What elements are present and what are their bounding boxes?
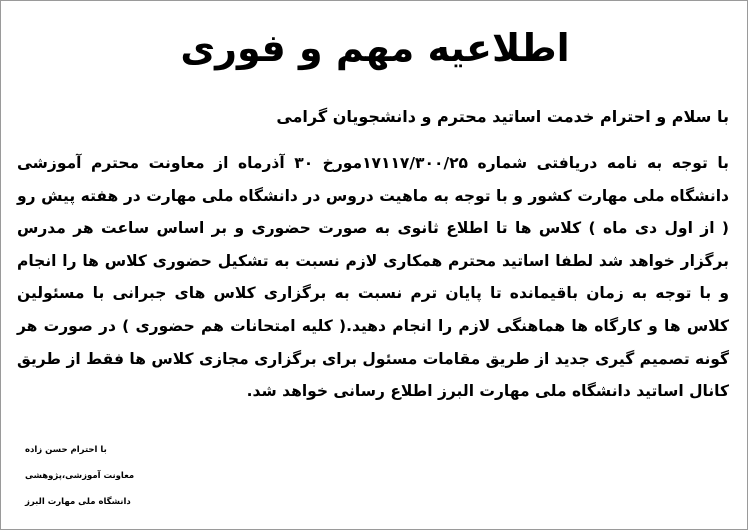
signature-position: معاونت آموزشی،پژوهشی bbox=[25, 471, 135, 481]
greeting-line: با سلام و احترام خدمت اساتید محترم و دانشجویان گرامی bbox=[276, 107, 729, 126]
notice-title: اطلاعیه مهم و فوری bbox=[180, 26, 570, 70]
notice-body: با توجه به نامه دریافتی شماره ۱۷۱۱۷/۳۰۰/۲۵مورخ ۳۰ آذرماه از معاونت محترم آموزشی دانشگاه ملی مهارت کشور و با توجه به ماهیت دروس در دانشگاه ملی مهارت در هفته پیش رو ( از اول دی ماه ) کلاس ها تا اطلاع ثانوی به صورت حضوری و بر اساس ساعت هر مدرس برگزار خواهد شد لطفا اساتید محترم همکاری لازم نسبت به تشکیل حضوری کلاس ها را انجام و با توجه به زمان باقیمانده تا پایان ترم نسبت به برگزاری کلاس های جبرانی با مسئولین کلاس ها و کارگاه ها هماهنگی لازم را انجام دهید.( کلیه امتحانات هم حضوری ) در صورت هر گونه تصمیم گیری جدید از طریق مقامات مسئول برای برگزاری مجازی کلاس ها فقط از طریق کانال اساتید دانشگاه ملی مهارت البرز اطلاع رسانی خواهد شد. bbox=[17, 154, 729, 401]
signature-organization: دانشگاه ملی مهارت البرز bbox=[25, 497, 131, 507]
signature-name: با احترام حسن زاده bbox=[25, 445, 107, 455]
